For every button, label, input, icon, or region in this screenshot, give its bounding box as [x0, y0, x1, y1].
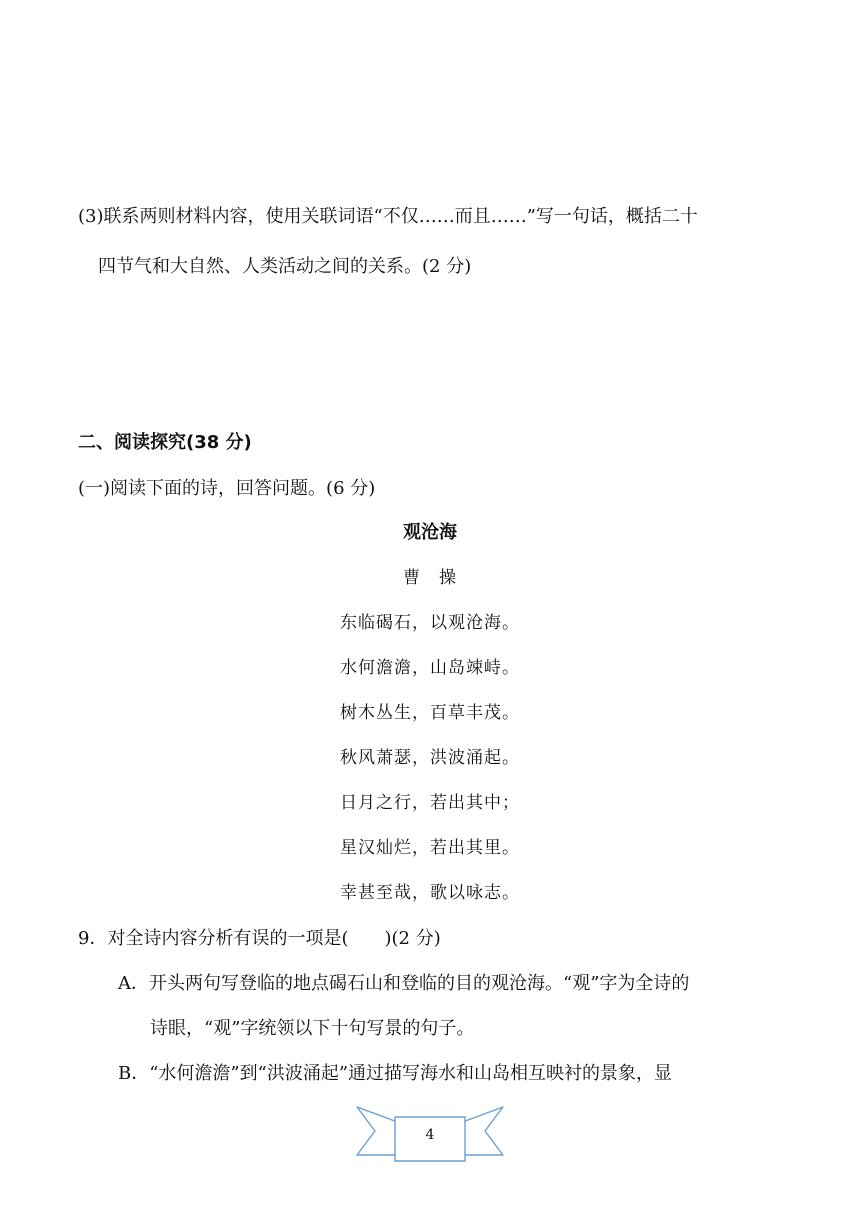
poem-author: 曹 操 — [403, 568, 457, 588]
section-heading: 二、阅读探究(38 分) — [78, 432, 252, 453]
question-9-stem: 9．对全诗内容分析有误的一项是( )(2 分) — [78, 928, 441, 949]
poem-line: 秋风萧瑟，洪波涌起。 — [340, 748, 520, 768]
poem-line: 幸甚至哉，歌以咏志。 — [340, 883, 520, 903]
option-a-line-2: 诗眼，“观”字统领以下十句写景的句子。 — [150, 1018, 475, 1039]
question-3-line-1: (3)联系两则材料内容，使用关联词语“不仅……而且……”写一句话，概括二十 — [78, 206, 698, 227]
question-3-line-2: 四节气和大自然、人类活动之间的关系。(2 分) — [98, 256, 472, 277]
option-b-line-1: B．“水何澹澹”到“洪波涌起”通过描写海水和山岛相互映衬的景象，显 — [118, 1063, 673, 1084]
poem-title: 观沧海 — [403, 522, 457, 543]
poem-line: 星汉灿烂，若出其里。 — [340, 838, 520, 858]
page-number: 4 — [425, 1127, 435, 1143]
poem-line: 树木丛生，百草丰茂。 — [340, 703, 520, 723]
poem-line: 日月之行，若出其中； — [340, 793, 520, 813]
option-a-line-1: A．开头两句写登临的地点碣石山和登临的目的观沧海。“观”字为全诗的 — [118, 973, 690, 994]
poem-line: 水何澹澹，山岛竦峙。 — [340, 658, 520, 678]
poem-line: 东临碣石，以观沧海。 — [340, 613, 520, 633]
reading-part-1-instruction: (一)阅读下面的诗，回答问题。(6 分) — [78, 478, 376, 499]
